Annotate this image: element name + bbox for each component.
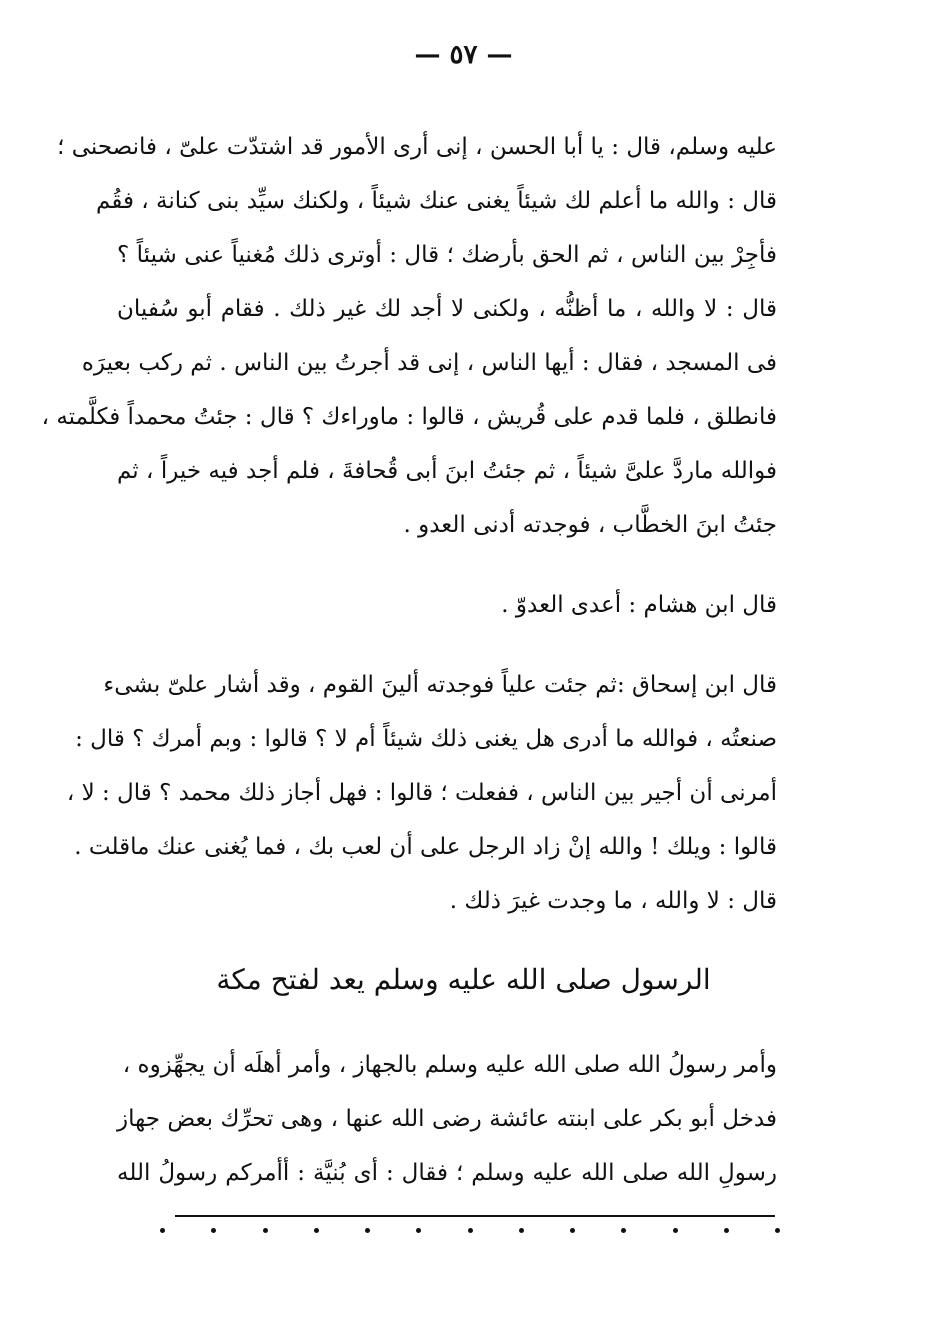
- text-line: فى المسجد ، فقال : أيها الناس ، إنى قد أجرتُ بين الناس . ثم ركب بعيرَه: [81, 350, 777, 376]
- footer-dot: [724, 1228, 729, 1233]
- footer-dot: [160, 1228, 165, 1233]
- text-line: فانطلق ، فلما قدم على قُريش ، قالوا : ماوراءك ؟ قال : جئتُ محمداً فكلَّمته ،: [41, 404, 777, 430]
- footer-dot: [570, 1228, 575, 1233]
- text-line: رسولِ الله صلى الله عليه وسلم ؛ فقال : أى بُنيَّة : أأمركم رسولُ الله: [117, 1160, 777, 1186]
- text-line: فأجِرْ بين الناس ، ثم الحق بأرضك ؛ قال : أوترى ذلك مُغنياً عنى شيئاً ؟: [117, 242, 777, 268]
- text-line: صنعتُه ، فوالله ما أدرى هل يغنى ذلك شيئاً أم لا ؟ قالوا : وبم أمرك ؟ قال :: [75, 726, 777, 752]
- text-line: قال : لا والله ، ما أظنُّه ، ولكنى لا أجد لك غير ذلك . فقام أبو سُفيان: [117, 296, 777, 322]
- text-line: قال : لا والله ، ما وجدت غيرَ ذلك .: [449, 888, 777, 914]
- text-line: قال : والله ما أعلم لك شيئاً يغنى عنك شيئاً ، ولكنك سيِّد بنى كنانة ، فقُم: [96, 188, 777, 214]
- footer-dot: [365, 1228, 370, 1233]
- text-line: فدخل أبو بكر على ابنته عائشة رضى الله عنها ، وهى تحرِّك بعض جهاز: [117, 1106, 777, 1132]
- text-line: أمرنى أن أجير بين الناس ، ففعلت ؛ قالوا : فهل أجاز ذلك محمد ؟ قال : لا ،: [66, 780, 777, 806]
- footer-dot: [673, 1228, 678, 1233]
- text-line: قال ابن إسحاق :ثم جئت علياً فوجدته ألينَ القوم ، وقد أشار علىّ بشىء: [103, 672, 777, 698]
- page-number: — ٥٧ —: [414, 40, 513, 70]
- footer-dot: [468, 1228, 473, 1233]
- section-heading: الرسول صلى الله عليه وسلم يعد لفتح مكة: [216, 963, 711, 996]
- text-line: قال ابن هشام : أعدى العدوّ .: [501, 592, 777, 618]
- footer-dot: [519, 1228, 524, 1233]
- text-line: وأمر رسولُ الله صلى الله عليه وسلم بالجهاز ، وأمر أهلَه أن يجهِّزوه ،: [122, 1052, 777, 1078]
- text-line: قالوا : ويلك ! والله إنْ زاد الرجل على أن لعب بك ، فما يُغنى عنك ماقلت .: [74, 834, 777, 860]
- text-line: جئتُ ابنَ الخطَّاب ، فوجدته أدنى العدو .: [403, 512, 777, 538]
- footer-dots: [160, 1228, 780, 1233]
- footer-dot: [416, 1228, 421, 1233]
- text-line: فوالله ماردَّ علىَّ شيئاً ، ثم جئتُ ابنَ أبى قُحافةَ ، فلم أجد فيه خيراً ، ثم: [117, 458, 777, 484]
- footer-dot: [621, 1228, 626, 1233]
- footer-dot: [775, 1228, 780, 1233]
- footer-rule: [175, 1215, 775, 1217]
- text-line: عليه وسلم، قال : يا أبا الحسن ، إنى أرى الأمور قد اشتدّت علىّ ، فانصحنى ؛: [57, 134, 777, 160]
- footer-dot: [314, 1228, 319, 1233]
- footer-dot: [211, 1228, 216, 1233]
- footer-dot: [263, 1228, 268, 1233]
